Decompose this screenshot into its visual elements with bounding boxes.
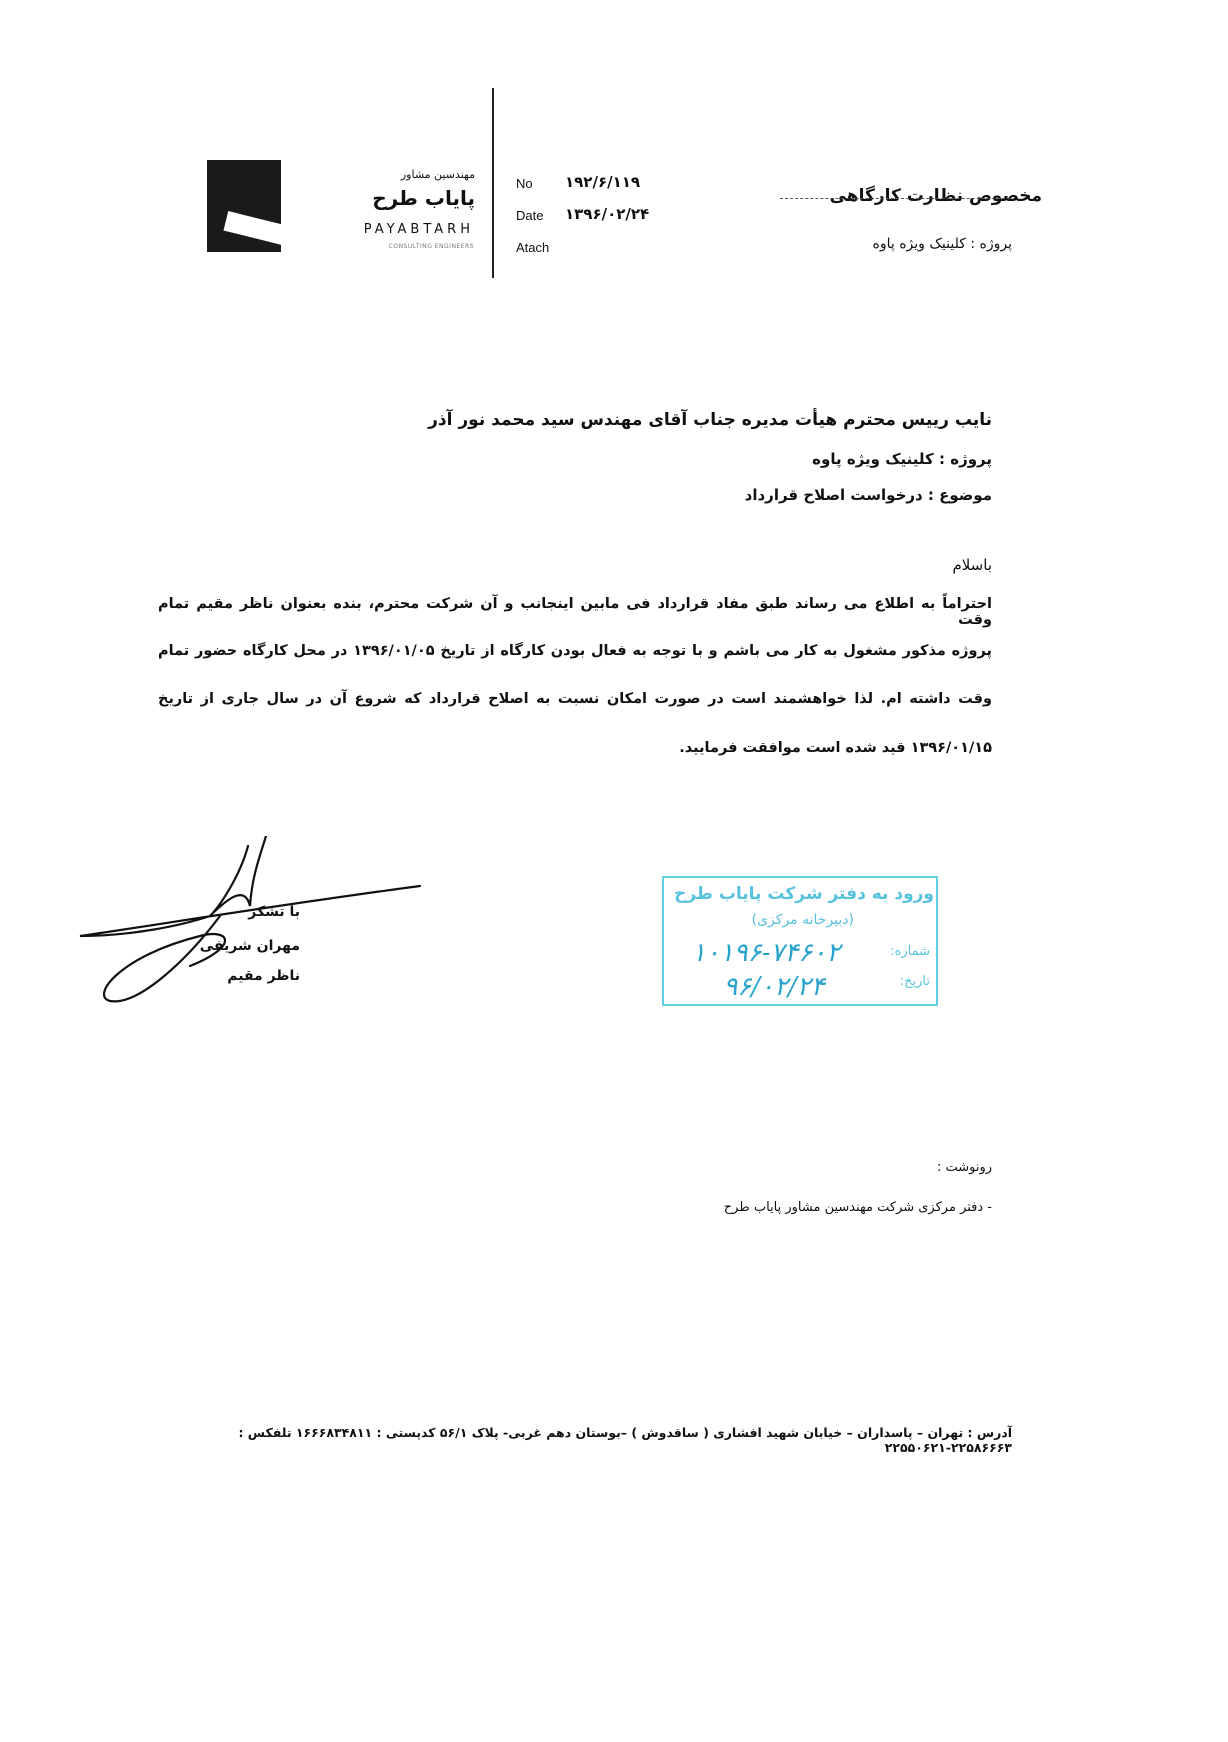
handwritten-signature — [70, 836, 430, 1016]
signer-title: ناظر مقیم — [227, 968, 300, 984]
subject-line: موضوع : درخواست اصلاح قرارداد — [744, 486, 992, 504]
stamp-date: ۹۶/۰۲/۲۴ — [723, 972, 825, 1002]
logo-name-en: PAYABTARH — [363, 222, 474, 237]
logo-name-fa: پایاب طرح — [372, 186, 475, 210]
letter-date-label: Date — [516, 208, 544, 223]
attachment-label: Atach — [516, 240, 550, 255]
body-line: پروژه مذکور مشغول به کار می باشم و با توجه به فعال بودن کارگاه از تاریخ ۱۳۹۶/۰۱/۰۵ در محل کارگاه حضور تمام — [158, 643, 992, 659]
project-line: پروژه : کلینیک ویژه پاوه — [812, 450, 992, 468]
classification-text: مخصوص نظارت کارگاهی — [829, 186, 1042, 206]
closing-phrase: با تشکر — [248, 904, 300, 920]
stamp-number-label: شماره: — [890, 944, 930, 959]
greeting: باسلام — [952, 556, 992, 574]
letter-number-value: ۱۹۲/۶/۱۱۹ — [565, 173, 641, 191]
stamp-date-label: تاریخ: — [899, 974, 930, 989]
stamp-number: ۱۰۱۹۶-۷۴۶۰۲ — [691, 938, 841, 968]
recipient-line: نایب رییس محترم هیأت مدیره جناب آقای مهندس سید محمد نور آذر — [428, 410, 992, 430]
signer-name: مهران شریفی — [199, 938, 300, 954]
cc-label: رونوشت : — [936, 1160, 992, 1175]
registration-stamp — [662, 876, 938, 1006]
stamp-heading: ورود به دفتر شرکت پایاب طرح — [674, 884, 934, 904]
header-divider — [492, 88, 494, 278]
body-line: وقت داشته ام. لذا خواهشمند است در صورت امکان نسبت به اصلاح قرارداد که شروع آن در سال جاری از تاریخ — [158, 691, 992, 707]
logo-tagline-en: CONSULTING ENGINEERS — [388, 243, 474, 250]
header-project: پروژه : کلینیک ویژه پاوه — [872, 236, 1012, 252]
cc-item: - دفتر مرکزی شرکت مهندسین مشاور پایاب طرح — [723, 1200, 992, 1215]
letter-number-label: No — [516, 176, 533, 191]
body-line: ۱۳۹۶/۰۱/۱۵ قید شده است موافقت فرمایید. — [679, 740, 992, 756]
logo-subtitle-fa: مهندسین مشاور — [400, 168, 475, 181]
classification-underline — [780, 198, 1010, 199]
footer-address: آدرس : تهران – پاسداران – خیابان شهید افشاری ( ساقدوش ) –بوستان دهم غربی- پلاک ۵۶/۱ کدپستی : ۱۶۶۶۸۳۴۸۱۱ تلفکس : ۲۲۵۸۶۶۶۳-۲۲۵۵۰۶۲۱ — [238, 1425, 1012, 1455]
body-line: احتراماً به اطلاع می رساند طبق مفاد قرارداد فی مابین اینجانب و آن شرکت محترم، بنده بعنوان ناظر مقیم تمام وقت — [158, 596, 992, 628]
company-logo-mark — [207, 160, 281, 252]
stamp-subheading: (دبیرخانه مرکزی) — [751, 912, 854, 928]
letter-date-value: ۱۳۹۶/۰۲/۲۴ — [565, 205, 650, 223]
